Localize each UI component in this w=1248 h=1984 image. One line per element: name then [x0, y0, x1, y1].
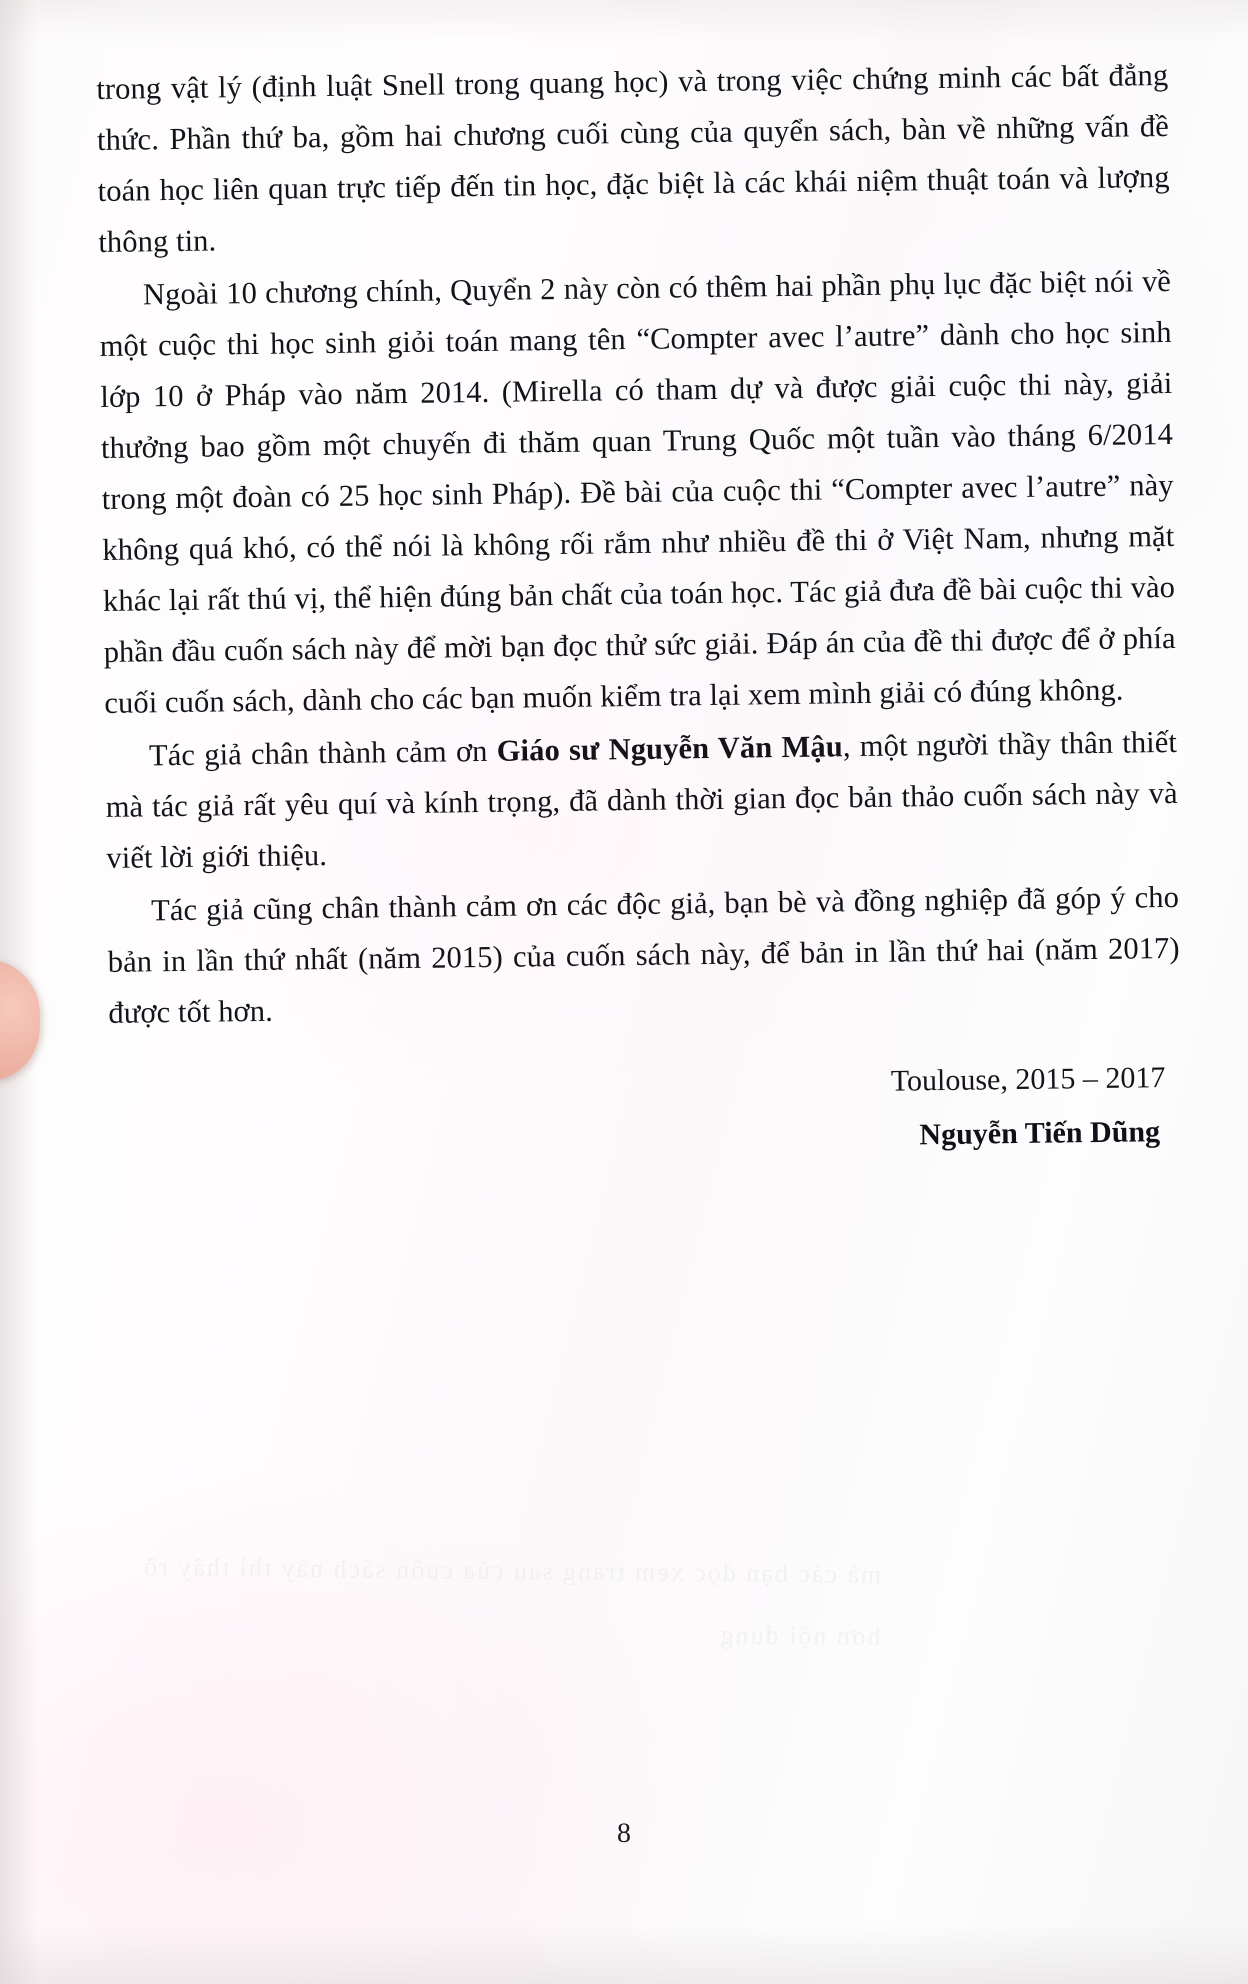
paragraph-1: trong vật lý (định luật Snell trong quang học) và trong việc chứng minh các bất đẳng thức. Phần thứ ba, gồm hai chương cuối cùng của quyển sách, bàn về những vấn đề toán học liên quan trực tiếp đến tin học, đặc biệt là các khái niệm thuật toán và lượng thông tin. [96, 57, 1170, 259]
page-bottom-shadow [0, 1924, 1248, 1984]
paragraph-4: Tác giả cũng chân thành cảm ơn các độc giả, bạn bè và đồng nghiệp đã góp ý cho bản in lần thứ nhất (năm 2015) của cuốn sách này, để bản in lần thứ hai (năm 2017) được tốt hơn. [107, 879, 1180, 1030]
reverse-side-bleed-through: mà các bạn đọc xem trang sau của cuốn sách này thì thấy rõ hơn nội dung [142, 1552, 882, 1651]
thumb-holding-page [0, 960, 40, 1080]
signature-block [109, 1051, 1182, 1173]
page-text-body [96, 50, 1182, 1173]
paragraph-3-part-1: Tác giả chân thành cảm ơn [148, 733, 497, 773]
page-top-shadow [0, 0, 1248, 44]
page-number: 8 [616, 1817, 632, 1850]
paragraph-2: Ngoài 10 chương chính, Quyển 2 này còn có thêm hai phần phụ lục đặc biệt nói về một cuộc thi học sinh giỏi toán mang tên “Compter avec l’autre” dành cho học sinh lớp 10 ở Pháp vào năm 2014. (Mirella có tham dự và được giải cuộc thi này, giải thưởng bao gồm một chuyến đi thăm quan Trung Quốc một tuần vào tháng 6/2014 trong một đoàn có 25 học sinh Pháp). Đề bài của cuộc thi “Compter avec l’autre” này không quá khó, có thể nói là không rối rắm như nhiều đề thi ở Việt Nam, nhưng mặt khác lại rất thú vị, thể hiện đúng bản chất của toán học. Tác giả đưa đề bài cuộc thi vào phần đầu cuốn sách này để mời bạn đọc thử sức giải. Đáp án của đề thi được để ở phía cuối cuốn sách, dành cho các bạn muốn kiểm tra lại xem mình giải có đúng không. [99, 263, 1176, 720]
paragraph-3 [105, 717, 1179, 884]
page-left-shadow [0, 0, 38, 1984]
paragraph-3-part-3: , một người thầy thân thiết mà tác giả rất yêu quí và kính trọng, đã dành thời gian đọc bản thảo cuốn sách này và viết lời giới thiệu. [105, 724, 1178, 875]
professor-name: Giáo sư Nguyễn Văn Mậu [496, 729, 844, 768]
signature-place-date: Toulouse, 2015 – 2017 [890, 1061, 1166, 1098]
signature-author-name: Nguyễn Tiến Dũng [919, 1115, 1161, 1152]
